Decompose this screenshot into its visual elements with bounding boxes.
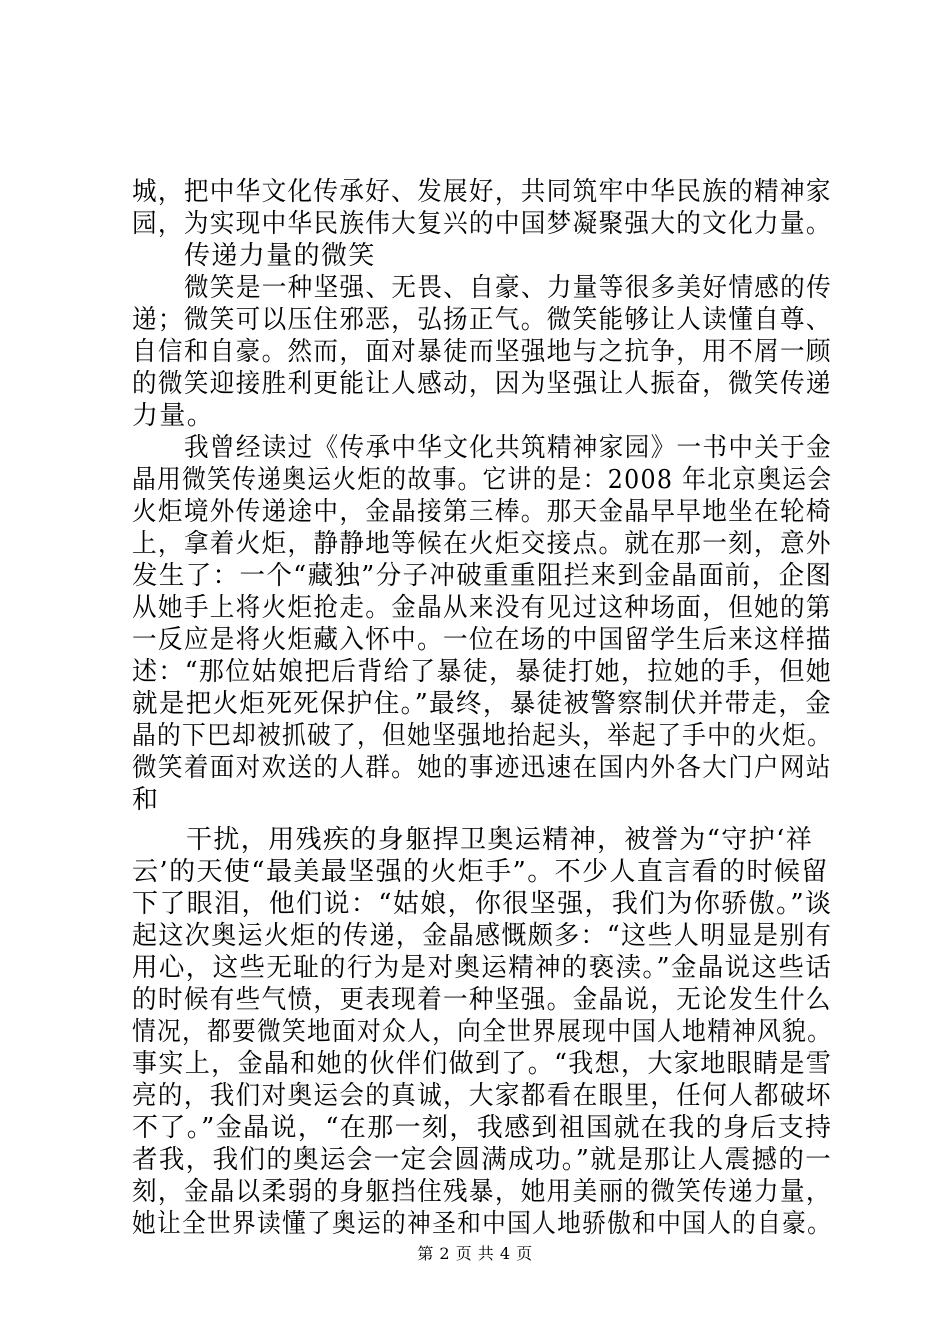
text-line: 力量。: [132, 401, 215, 431]
text-line: 晶的下巴却被抓破了，但她坚强地抬起头，举起了手中的火炬。: [132, 721, 833, 751]
text-line: 云’的天使“最美最坚强的火炬手”。不少人直言看的时候留: [132, 857, 829, 887]
text-line: 我曾经读过《传承中华文化共筑精神家园》一书中关于金: [184, 433, 833, 463]
text-line: 一反应是将火炬藏入怀中。一位在场的中国留学生后来这样描: [132, 625, 832, 655]
text-line: 她让全世界读懂了奥运的神圣和中国人地骄傲和中国人的自豪。: [132, 1209, 833, 1239]
text-line: 者我，我们的奥运会一定会圆满成功。”就是那让人震撼的一: [132, 1145, 833, 1175]
text-line: 发生了：一个“藏独”分子冲破重重阻拦来到金晶面前，企图: [132, 561, 833, 591]
text-line: 从她手上将火炬抢走。金晶从来没有见过这种场面，但她的第: [132, 593, 832, 623]
text-line: 不了。”金晶说，“在那一刻，我感到祖国就在我的身后支持: [132, 1113, 833, 1143]
text-line: 城，把中华文化传承好、发展好，共同筑牢中华民族的精神家: [132, 177, 832, 207]
text-line: 火炬境外传递途中，金晶接第三棒。那天金晶早早地坐在轮椅: [132, 497, 832, 527]
text-line: 就是把火炬死死保护住。”最终，暴徒被警察制伏并带走，金: [132, 689, 833, 719]
text-line: 微笑是一种坚强、无畏、自豪、力量等很多美好情感的传: [184, 273, 833, 303]
text-line: 园，为实现中华民族伟大复兴的中国梦凝聚强大的文化力量。: [132, 209, 832, 239]
text-line: 下了眼泪，他们说：“姑娘，你很坚强，我们为你骄傲。”谈: [132, 889, 833, 919]
text-line: 情况，都要微笑地面对众人，向全世界展现中国人地精神风貌。: [132, 1017, 833, 1047]
section-heading: 传递力量的微笑: [184, 241, 376, 271]
text-line: 干扰，用残疾的身躯捍卫奥运精神，被誉为“守护‘祥: [186, 825, 814, 855]
text-line: 起这次奥运火炬的传递，金晶感慨颇多：“这些人明显是别有: [132, 921, 833, 951]
text-line: 微笑着面对欢送的人群。她的事迹迅速在国内外各大门户网站: [132, 753, 832, 783]
text-line: 上，拿着火炬，静静地等候在火炬交接点。就在那一刻，意外: [132, 529, 832, 559]
text-line: 刻，金晶以柔弱的身躯挡住残暴，她用美丽的微笑传递力量，: [132, 1177, 832, 1207]
text-line: 亮的，我们对奥运会的真诚，大家都看在眼里，任何人都破坏: [132, 1081, 832, 1111]
text-line: 和: [132, 785, 160, 815]
text-line: 事实上，金晶和她的伙伴们做到了。“我想，大家地眼睛是雪: [132, 1049, 833, 1079]
text-line: 的时候有些气愤，更表现着一种坚强。金晶说，无论发生什么: [132, 985, 832, 1015]
text-line: 递；微笑可以压住邪恶，弘扬正气。微笑能够让人读懂自尊、: [132, 305, 832, 335]
text-line: 晶用微笑传递奥运火炬的故事。它讲的是：2008 年北京奥运会: [132, 465, 833, 495]
text-line: 用心，这些无耻的行为是对奥运精神的亵渎。”金晶说这些话: [132, 953, 833, 983]
text-line: 自信和自豪。然而，面对暴徒而坚强地与之抗争，用不屑一顾: [132, 337, 832, 367]
page-number-footer: 第 2 页 共 4 页: [417, 1244, 533, 1263]
text-line: 的微笑迎接胜利更能让人感动，因为坚强让人振奋，微笑传递: [132, 369, 832, 399]
text-line: 述：“那位姑娘把后背给了暴徒，暴徒打她，拉她的手，但她: [132, 657, 833, 687]
